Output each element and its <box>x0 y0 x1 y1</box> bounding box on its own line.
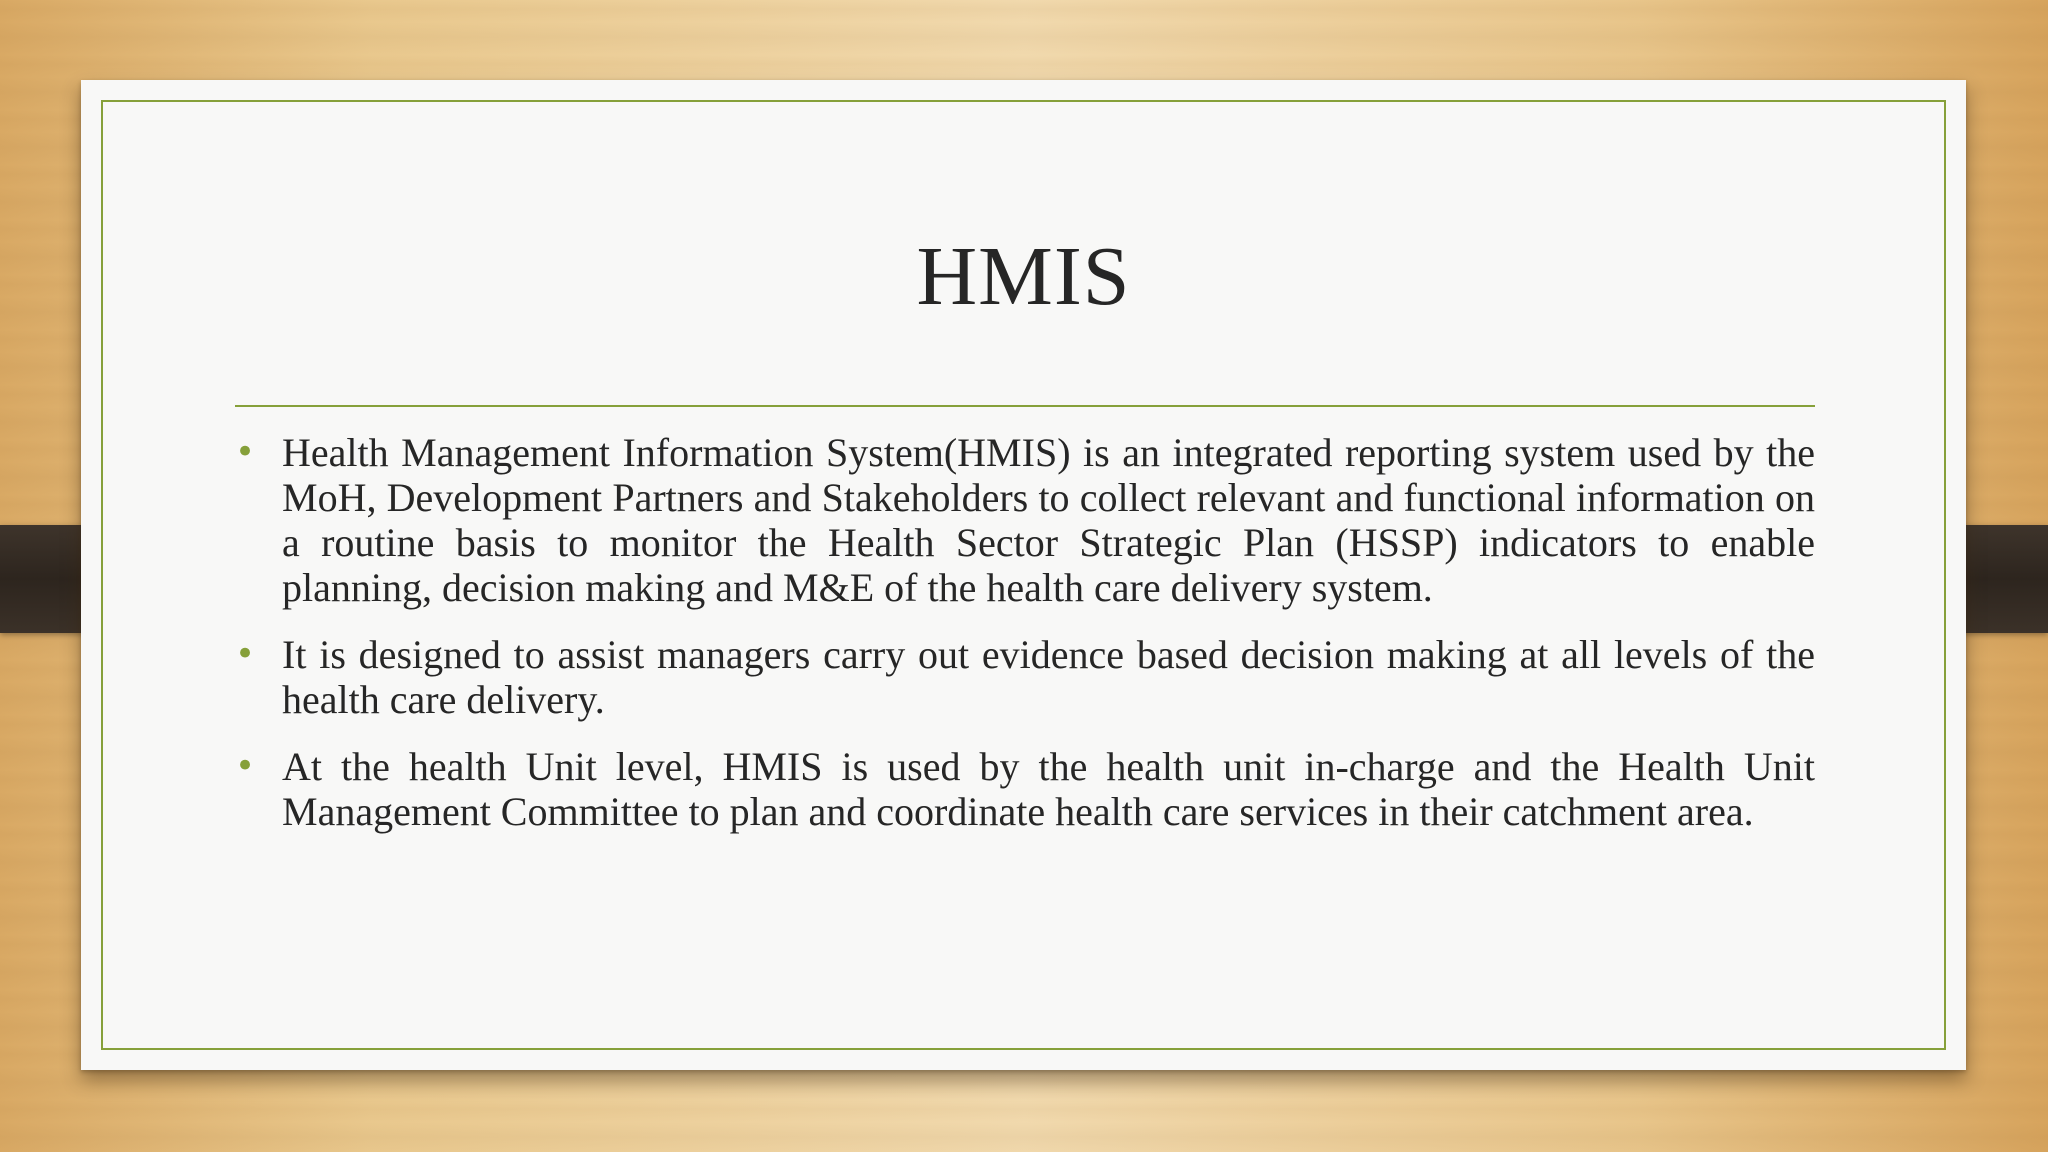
bullet-text: It is designed to assist managers carry out evidence based decision making at all levels of the health care delivery. <box>282 632 1815 722</box>
bullet-icon: • <box>235 634 256 674</box>
title-divider <box>235 405 1815 407</box>
bullet-icon: • <box>235 432 256 472</box>
slide-title: HMIS <box>916 230 1131 323</box>
bullet-text: At the health Unit level, HMIS is used by the health unit in-charge and the Health Unit Management Committee to plan and coordinate health care services in their catchment area. <box>282 744 1815 834</box>
bullet-icon: • <box>235 746 256 786</box>
bullet-item <box>235 744 1815 834</box>
bullet-text: Health Management Information System(HMIS) is an integrated reporting system used by the MoH, Development Partners and Stakeholders to collect relevant and functional information on a routine basis to monitor the Health Sector Strategic Plan (HSSP) indicators to enable planning, decision making and M&E of the health care delivery system. <box>282 430 1815 610</box>
bullet-item <box>235 430 1815 610</box>
bullet-item <box>235 632 1815 722</box>
bullet-list <box>235 430 1815 856</box>
slide <box>81 80 1966 1070</box>
